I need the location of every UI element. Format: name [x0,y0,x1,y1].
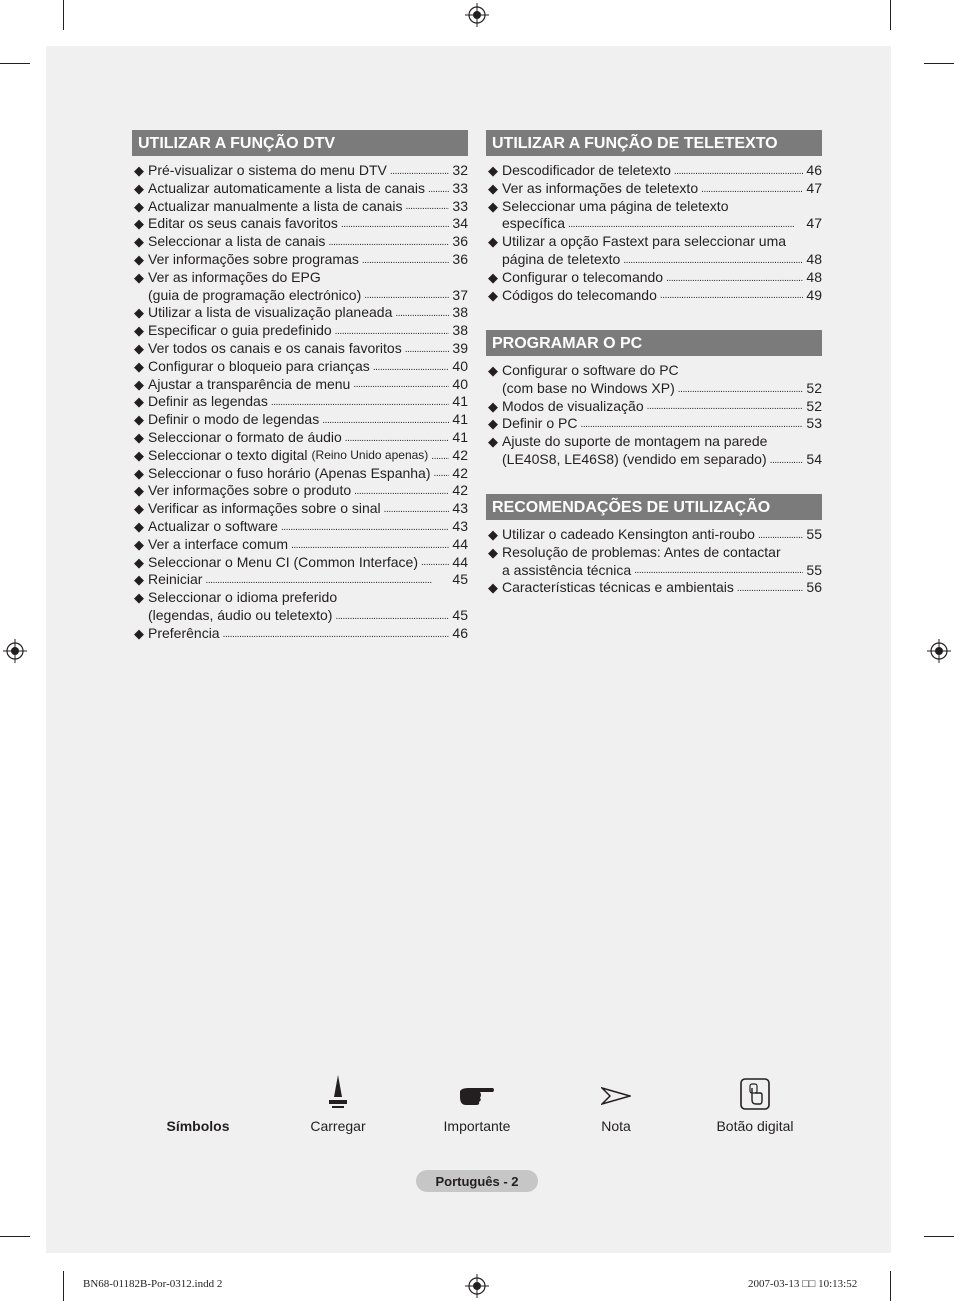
toc-page-number: 33 [452,197,468,214]
toc-entry-text: Configurar o telecomando [502,268,664,285]
toc-entry-text: Actualizar automaticamente a lista de canais [148,179,426,196]
bullet-diamond-icon: ◆ [488,434,498,450]
toc-entry-text: Ver a interface comum [148,535,289,552]
toc-page-number: 47 [806,215,822,232]
toc-entry [132,198,468,216]
toc-page-number: 48 [806,250,822,267]
toc-entry-text: Ajustar a transparência de menu [148,375,351,392]
crop-mark [63,0,64,30]
slug-filename: BN68-01182B-Por-0312.indd 2 [83,1278,223,1290]
bullet-diamond-icon: ◆ [134,340,144,356]
toc-page-number: 43 [452,517,468,534]
bullet-diamond-icon: ◆ [488,163,498,178]
toc-entry [486,398,822,416]
bullet-diamond-icon: ◆ [488,544,498,560]
toc-page-number: 36 [452,233,468,250]
bullet-diamond-icon: ◆ [134,590,144,606]
toc-page-number: 40 [452,357,468,374]
leader-dots [328,237,449,251]
toc-entry [132,162,468,180]
toc-entry-text: Utilizar o cadeado Kensington anti-roubo [502,526,755,542]
toc-page-number: 48 [806,268,822,285]
toc-entry-text: Actualizar o software [148,517,278,534]
leader-dots [354,486,449,500]
bullet-diamond-icon: ◆ [134,483,144,499]
toc-page-number: 44 [452,535,468,552]
toc-entry-text: Definir o PC [502,415,578,432]
section-title: RECOMENDAÇÕES DE UTILIZAÇÃO [486,494,822,520]
leader-dots [701,184,803,198]
toc-entry-text: Seleccionar o Menu CI (Common Interface) [148,553,418,570]
toc-entry [132,322,468,340]
toc-entry-text: Pré-visualizar o sistema do menu DTV [148,162,387,178]
leader-dots [647,401,804,415]
toc-entry [132,482,468,500]
toc-entry-text: Seleccionar o idioma preferido [148,589,338,606]
toc-entry [132,215,468,233]
crop-mark [63,1271,64,1301]
toc-entry-text: Ver informações sobre o produto [148,482,352,499]
bullet-diamond-icon: ◆ [134,536,144,552]
toc-entry [132,180,468,198]
toc-entry [132,589,468,625]
leader-dots [634,565,803,579]
leader-dots [353,379,449,393]
bullet-diamond-icon: ◆ [134,216,144,232]
crop-mark [890,0,891,30]
section-title: UTILIZAR A FUNÇÃO DE TELETEXTO [486,130,822,156]
toc-entry [486,162,822,180]
bullet-diamond-icon: ◆ [134,394,144,410]
toc-page-number: 55 [806,526,822,542]
press-icon [326,1075,350,1111]
registration-mark-icon [465,3,489,27]
note-label: Nota [601,1118,631,1134]
toc-entry [486,544,822,580]
toc-entry-text: Definir o modo de legendas [148,411,320,428]
toc-entry [486,526,822,544]
toc-page-number: 49 [806,286,822,303]
toc-entry-text: Preferência [148,624,220,641]
leader-dots [428,184,449,198]
toc-entry [486,433,822,469]
registration-mark-icon [927,639,951,663]
toc-entry [132,411,468,429]
toc-page-number: 45 [452,606,468,623]
leader-dots [431,451,449,465]
toc-entry-text: Ver as informações do EPG [148,268,321,285]
toc-entry [486,579,822,597]
toc-page-number: 32 [452,162,468,178]
leader-dots [205,575,449,589]
toc-page-number: 38 [452,304,468,321]
toc-page-number: 53 [806,415,822,432]
toc-page-number: 55 [806,561,822,578]
toc-entry-text: Seleccionar a lista de canais [148,233,326,250]
toc-entry [132,376,468,394]
toc-entry [132,465,468,483]
page-number-badge: Português - 2 [416,1170,538,1192]
leader-dots [271,397,450,411]
bullet-diamond-icon: ◆ [134,376,144,392]
toc-page-number: 45 [452,571,468,588]
toc-entry [486,233,822,269]
toc-page-number: 38 [452,322,468,339]
crop-mark [0,63,30,64]
leader-dots [291,540,449,554]
toc-entry-text: Resolução de problemas: Antes de contactar [502,543,781,560]
toc-entry [132,536,468,554]
toc-entry-text: Modos de visualização [502,397,644,414]
bullet-diamond-icon: ◆ [134,412,144,428]
toc-entry [486,198,822,234]
section-teletext [486,130,822,304]
leader-dots [390,166,450,180]
leader-dots [364,290,449,304]
toc-entry-text: Seleccionar o formato de áudio [148,428,342,445]
toc-entry [132,233,468,251]
leader-dots [405,344,450,358]
leader-dots [395,308,449,322]
toc-page-number: 44 [452,553,468,570]
toc-entry [132,447,468,465]
toc-entry-text: (legendas, áudio ou teletexto) [148,606,333,623]
bullet-diamond-icon: ◆ [488,287,498,303]
leader-dots [335,326,450,340]
toc-page-number: 42 [452,482,468,499]
toc-entry [132,269,468,305]
one-touch-label: Botão digital [716,1118,794,1134]
one-touch-button-icon [740,1078,770,1110]
leader-dots [362,255,450,269]
section-recommend [486,494,822,597]
toc-entry [486,415,822,433]
toc-page-number: 41 [452,393,468,410]
toc-entry-text: Utilizar a lista de visualização planeada [148,304,393,321]
section-dtv [132,130,468,643]
toc-entry-text: (guia de programação electrónico) [148,286,362,303]
toc-entry-text: Configurar o bloqueio para crianças [148,357,370,374]
toc-entry-text: a assistência técnica [502,561,632,578]
toc-page-number: 42 [452,446,468,463]
toc-entry-note: (Reino Unido apenas) [311,447,429,462]
bullet-diamond-icon: ◆ [134,572,144,588]
toc-entry-text: Ver as informações de teletexto [502,179,699,196]
leader-dots [434,468,450,482]
bullet-diamond-icon: ◆ [488,398,498,414]
bullet-diamond-icon: ◆ [488,416,498,432]
crop-mark [924,1236,954,1237]
press-label: Carregar [310,1118,366,1134]
toc-entry-text: Seleccionar o texto digital [148,446,308,463]
toc-entry [132,625,468,643]
bullet-diamond-icon: ◆ [488,198,498,214]
leader-dots [373,362,450,376]
bullet-diamond-icon: ◆ [134,358,144,374]
bullet-diamond-icon: ◆ [134,447,144,463]
leader-dots [666,273,803,287]
toc-page-number: 39 [452,339,468,356]
toc-entry-text: Verificar as informações sobre o sinal [148,500,381,517]
toc-list [132,156,468,643]
toc-list [486,156,822,304]
section-title: PROGRAMAR O PC [486,330,822,356]
toc-page-number: 41 [452,428,468,445]
crop-mark [890,1271,891,1301]
registration-mark-icon [465,1274,489,1298]
note-arrow-icon [601,1087,631,1105]
slug-datetime: 2007-03-13 □□ 10:13:52 [748,1278,858,1290]
bullet-diamond-icon: ◆ [134,501,144,517]
toc-page-number: 33 [452,179,468,196]
bullet-diamond-icon: ◆ [488,269,498,285]
toc-entry-text: Códigos do telecomando [502,286,657,303]
bullet-diamond-icon: ◆ [134,269,144,285]
toc-entry-text: específica [502,215,566,232]
important-label: Importante [443,1118,511,1134]
toc-entry-text: Ver informações sobre programas [148,250,359,267]
toc-entry-text: Ver todos os canais e os canais favoritos [148,339,402,356]
toc-entry [132,358,468,376]
leader-dots [770,455,804,469]
toc-page-number: 40 [452,375,468,392]
leader-dots [580,419,803,433]
toc-entry-text: Seleccionar uma página de teletexto [502,197,729,214]
toc-entry-text: Utilizar a opção Fastext para seleccionar uma [502,233,787,250]
bullet-diamond-icon: ◆ [488,180,498,196]
toc-page-number: 52 [806,379,822,396]
leader-dots [341,219,450,233]
toc-entry [132,393,468,411]
toc-entry [132,571,468,589]
toc-page-number: 46 [452,624,468,641]
toc-page-number: 47 [806,179,822,196]
toc-entry-text: (LE40S8, LE46S8) (vendido em separado) [502,450,767,467]
leader-dots [281,522,449,536]
bullet-diamond-icon: ◆ [488,580,498,596]
toc-entry-text: Definir as legendas [148,393,268,410]
toc-page-number: 36 [452,250,468,267]
toc-page-number: 46 [806,162,822,178]
toc-page-number: 37 [452,286,468,303]
leader-dots [737,583,804,597]
toc-entry-text: Ajuste do suporte de montagem na parede [502,433,768,450]
toc-entry [132,500,468,518]
toc-page-number: 34 [452,215,468,232]
toc-list [486,520,822,597]
toc-entry [132,554,468,572]
toc-entry-text: Características técnicas e ambientais [502,579,734,596]
bullet-diamond-icon: ◆ [134,305,144,321]
bullet-diamond-icon: ◆ [134,198,144,214]
bullet-diamond-icon: ◆ [488,234,498,250]
bullet-diamond-icon: ◆ [488,363,498,378]
leader-dots [568,219,803,233]
toc-entry-text: Reiniciar [148,571,203,588]
section-title: UTILIZAR A FUNÇÃO DTV [132,130,468,156]
toc-entry-text: (com base no Windows XP) [502,379,675,396]
section-pc [486,330,822,469]
bullet-diamond-icon: ◆ [134,234,144,250]
toc-entry-text: Descodificador de teletexto [502,162,671,178]
toc-page-number: 54 [806,450,822,467]
toc-entry-text: Configurar o software do PC [502,362,679,378]
bullet-diamond-icon: ◆ [134,625,144,641]
toc-page-number: 56 [806,579,822,596]
toc-page-number: 52 [806,397,822,414]
toc-entry-text: Editar os seus canais favoritos [148,215,338,232]
leader-dots [322,415,449,429]
toc-entry [486,180,822,198]
leader-dots [223,629,450,643]
symbols-heading: Símbolos [166,1118,230,1134]
toc-entry-text: Actualizar manualmente a lista de canais [148,197,403,214]
toc-entry [486,362,822,398]
toc-page-number: 43 [452,500,468,517]
leader-dots [405,201,449,215]
toc-entry [132,251,468,269]
toc-page-number: 42 [452,464,468,481]
bullet-diamond-icon: ◆ [134,429,144,445]
pointing-hand-icon [458,1085,496,1107]
toc-entry [132,304,468,322]
toc-entry-text: Especificar o guia predefinido [148,322,332,339]
toc-entry [132,518,468,536]
bullet-diamond-icon: ◆ [134,251,144,267]
leader-dots [384,504,450,518]
toc-entry-text: página de teletexto [502,250,621,267]
bullet-diamond-icon: ◆ [134,323,144,339]
toc-list [486,356,822,469]
toc-entry [486,269,822,287]
toc-entry [132,340,468,358]
leader-dots [678,384,804,398]
leader-dots [660,290,804,304]
leader-dots [674,166,804,180]
leader-dots [421,557,449,571]
leader-dots [345,433,450,447]
leader-dots [758,530,803,544]
bullet-diamond-icon: ◆ [134,180,144,196]
leader-dots [335,611,449,625]
registration-mark-icon [3,639,27,663]
leader-dots [623,255,803,269]
toc-entry [132,429,468,447]
bullet-diamond-icon: ◆ [134,518,144,534]
toc-entry-text: Seleccionar o fuso horário (Apenas Espanha) [148,464,431,481]
toc-page-number: 41 [452,411,468,428]
symbols-legend [130,1075,830,1145]
bullet-diamond-icon: ◆ [134,163,144,178]
toc-entry [486,287,822,305]
bullet-diamond-icon: ◆ [134,465,144,481]
bullet-diamond-icon: ◆ [488,527,498,542]
crop-mark [924,63,954,64]
crop-mark [0,1236,30,1237]
bullet-diamond-icon: ◆ [134,554,144,570]
